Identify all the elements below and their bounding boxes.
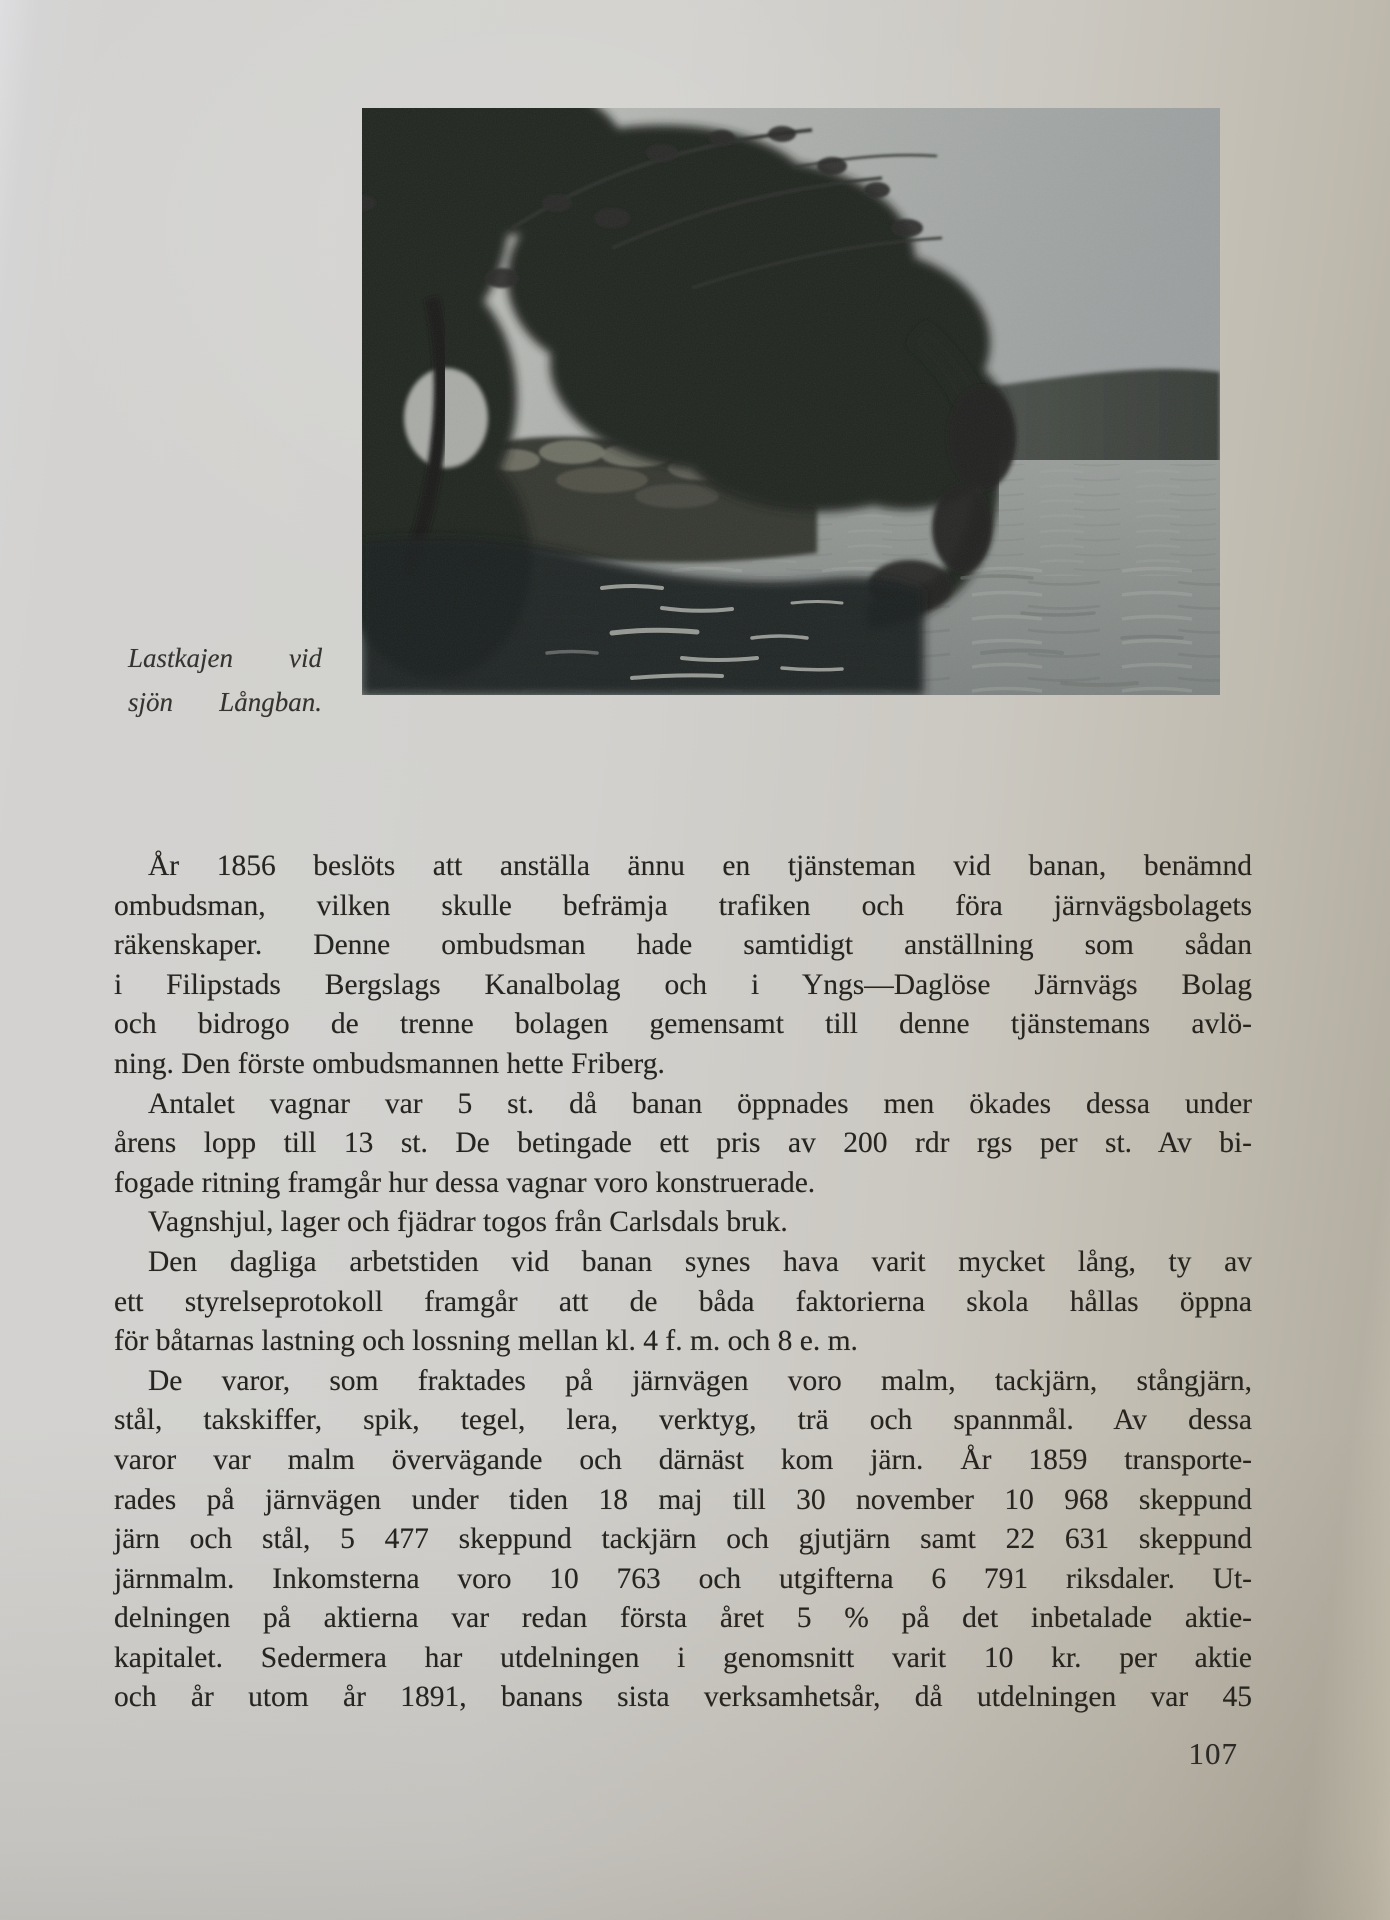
text-line: De varor, som fraktades på järnvägen voro malm, tackjärn, stångjärn, <box>148 1364 1252 1397</box>
page-number: 107 <box>1188 1736 1238 1771</box>
text-line: för båtarnas lastning och lossning mellan kl. 4 f. m. och 8 e. m. <box>114 1325 858 1358</box>
text-line: År 1856 beslöts att anställa ännu en tjänsteman vid banan, benämnd <box>148 850 1252 882</box>
text-line: Antalet vagnar var 5 st. då banan öppnades men ökades dessa under <box>148 1087 1252 1120</box>
text-line: Vagnshjul, lager och fjädrar togos från Carlsdals bruk. <box>148 1206 788 1239</box>
body-text <box>114 847 1252 1718</box>
text-line: stål, takskiffer, spik, tegel, lera, verktyg, trä och spannmål. Av dessa <box>114 1404 1252 1437</box>
photo-lake-langban <box>362 108 1220 695</box>
text-line: räkenskaper. Denne ombudsman hade samtidigt anställning som sådan <box>114 929 1252 962</box>
text-line: årens lopp till 13 st. De betingade ett pris av 200 rdr rgs per st. Av bi- <box>114 1127 1252 1160</box>
text-line: Den dagliga arbetstiden vid banan synes hava varit mycket lång, ty av <box>148 1245 1252 1278</box>
photo-caption <box>128 636 322 724</box>
text-line: och bidrogo de trenne bolagen gemensamt till denne tjänstemans avlö- <box>114 1008 1252 1041</box>
text-line: järn och stål, 5 477 skeppund tackjärn och gjutjärn samt 22 631 skeppund <box>114 1523 1252 1556</box>
text-line: järnmalm. Inkomsterna voro 10 763 och utgifterna 6 791 riksdaler. Ut- <box>114 1562 1252 1595</box>
photo-caption-line-2: sjön Långban. <box>128 687 322 717</box>
text-line: ett styrelseprotokoll framgår att de båda faktorierna skola hållas öppna <box>114 1285 1252 1318</box>
text-line: ombudsman, vilken skulle befrämja trafiken och föra järnvägsbolagets <box>114 889 1252 922</box>
text-line: delningen på aktierna var redan första året 5 % på det inbetalade aktie- <box>114 1602 1252 1635</box>
lake-photo-illustration <box>362 108 1220 695</box>
text-line: ning. Den förste ombudsmannen hette Friberg. <box>114 1047 665 1080</box>
text-line: kapitalet. Sedermera har utdelningen i genomsnitt varit 10 kr. per aktie <box>114 1641 1252 1674</box>
text-line: varor var malm övervägande och därnäst kom järn. År 1859 transporte- <box>114 1443 1252 1476</box>
text-line: fogade ritning framgår hur dessa vagnar voro konstruerade. <box>114 1166 816 1199</box>
text-line: och år utom år 1891, banans sista verksamhetsår, då utdelningen var 45 <box>114 1681 1252 1714</box>
photo-caption-line-1: Lastkajen vid <box>128 643 322 673</box>
text-line: i Filipstads Bergslags Kanalbolag och i Yngs—Daglöse Järnvägs Bolag <box>114 968 1252 1001</box>
text-line: rades på järnvägen under tiden 18 maj till 30 november 10 968 skeppund <box>114 1483 1252 1516</box>
